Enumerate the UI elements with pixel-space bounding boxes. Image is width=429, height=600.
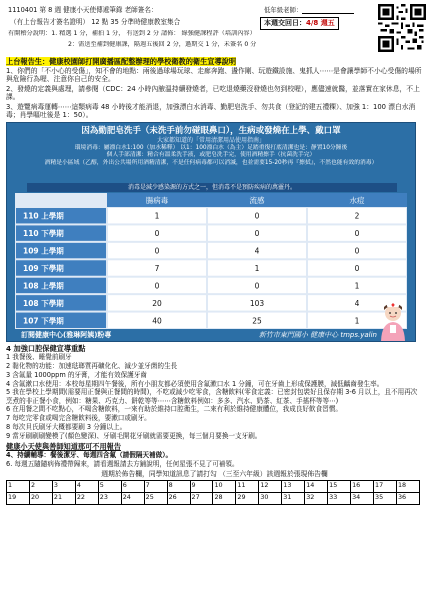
checklist-cell[interactable]: 19 [7,492,30,504]
deadline-label: 本週交回日： [264,19,306,27]
checklist-cell[interactable]: 26 [167,492,190,504]
oral-health-item: 1 我餐後、睡覺前刷牙 [6,353,72,362]
checklist-cell[interactable]: 3 [52,480,75,492]
checklist-cell[interactable]: 32 [305,492,328,504]
checklist-table [6,480,420,505]
checklist-cell[interactable]: 30 [259,492,282,504]
banner-row-2: 個人手部清潔：精合有溫柔洗手液，或肥皂洗手完，使用酒精擦手（抗菌洗手完） [106,152,316,159]
checklist-cell[interactable]: 17 [374,480,397,492]
worksheet-header [6,4,423,56]
oral-health-item: 8 每次貝氏刷牙大概都要刷 3 分鐘以上。 [6,422,127,431]
checklist-cell[interactable]: 13 [282,480,305,492]
report-item-3: 3、遊覽病毒運轉⋯⋯這類病毒 48 小時後才能消退，加強漂白水消毒、勤肥皂洗手、勿共食（登記的建五禮粿）、加強 1：100 漂白水消毒；肖學嘔吐後是 1：50）。 [6,102,416,120]
cell-value: 0 [354,229,360,239]
cell-value: 0 [154,281,160,291]
header-line-4: 2：需送至補到健康課，隔週五後回 2 分，過期交 1 分，未簽名 0 分 [68,41,257,48]
angel-section-title: 健康小天使與善師知道那可不用報告 [6,441,122,451]
report-title [6,57,423,66]
checklist-cell[interactable]: 27 [190,492,213,504]
row-label: 108 下學期 [23,298,64,308]
column-header: 水痘 [349,195,365,205]
oral-health-item: 7 每吃完零食或喝完含糖飲料後，要漱口或刷牙。 [6,414,151,423]
column-header: 腸病毒 [145,195,169,205]
cell-value: 7 [154,263,160,273]
cell-value: 1 [354,316,360,326]
teacher-signature-label: 低年級老師： [264,6,303,14]
checklist-cell[interactable]: 34 [351,492,374,504]
deadline-box [260,17,339,30]
checklist-cell[interactable]: 28 [213,492,236,504]
oral-health-item: 6 在用餐之間不吃點心，不喝含糖飲料，一來有助於維持口腔衛生，二來有利於維持健康體位，我成良好飲食習慣。 [6,405,342,414]
cell-value: 0 [354,263,360,273]
checklist-cell[interactable]: 10 [213,480,236,492]
banner-footer-left[interactable]: 訂閱健康中心(雅琳阿姨)粉專 [21,330,112,339]
disease-table-chart [15,193,407,329]
checklist-cell[interactable]: 2 [29,480,52,492]
row-label: 110 下學期 [23,229,64,239]
angel-item: 6. 每週五隨隨病佈禮帶歸來，請看週報請去方鋪說明，任何星張不見了可補領。 [6,459,239,468]
disease-table-svg [15,193,407,329]
header-line-1: 1110401 第 8 週 健康小天使傳遞筆錄 老師簽名： [8,6,158,14]
oral-health-item: 3 含氟量 1000ppm 的牙膏，才能有效保護牙齒 [6,370,147,379]
checklist-cell[interactable]: 29 [236,492,259,504]
cell-value: 0 [254,281,260,291]
checklist-cell[interactable]: 22 [75,492,98,504]
cell-value: 40 [152,316,162,326]
teacher-signature [264,6,354,14]
oral-health-section [6,344,423,440]
banner-footer [15,331,407,342]
row-label: 109 上學期 [23,246,64,256]
banner-rows [7,144,415,167]
row-label: 109 下學期 [23,263,64,273]
row-label: 107 下學期 [23,316,64,326]
checklist-cell[interactable]: 18 [396,480,419,492]
cell-value: 0 [154,246,160,256]
report-item-2: 2、發燒的定義與處理，請參閱（CDC：24 小時內腋溫持續發燒者，已吃退燒藥沒發燒也勿到校喔），應儘速就醫，並落實在家休息，不上課。 [6,84,420,102]
checklist-cell[interactable]: 15 [328,480,351,492]
checklist-cell[interactable]: 1 [7,480,30,492]
checklist-row [7,492,420,504]
header-line-2: （有上台報告才簽名證明） 12 點 35 分準時健康教室集合 [10,18,181,26]
oral-health-item: 9 當牙刷刷刷變模了(顏色變深)、牙刷毛開花牙刷就需要更換，每三個月要換一支牙刷。 [6,431,262,440]
checklist-cell[interactable]: 5 [98,480,121,492]
column-header: 流感 [249,195,265,205]
banner-heading: 因為勤肥皂洗手（未洗手前勿碰眼鼻口），生病或發燒在上學、戴口罩 [81,125,341,136]
row-label: 108 上學期 [23,281,64,291]
deadline-value: 4/8 週五 [306,19,335,27]
checklist-cell[interactable]: 36 [396,492,419,504]
oral-health-item: 2 黏化物的功能：加速琺瑯質再礦化化、減少並牙菌的生長 [6,362,178,371]
cell-value: 0 [254,229,260,239]
cell-value: 0 [254,211,260,221]
checklist-cell[interactable]: 11 [236,480,259,492]
checklist-cell[interactable]: 12 [259,480,282,492]
cell-value: 103 [249,298,265,308]
banner-subheading: 大家都知道的「常用清潔用品使用指南」 [156,136,265,144]
checklist-cell[interactable]: 14 [305,480,328,492]
checklist-cell[interactable]: 8 [167,480,190,492]
checklist-cell[interactable]: 21 [52,492,75,504]
cell-value: 20 [152,298,162,308]
checklist-title: 週期於佈告欄，同學知道訊息了請打勾 （三至六年級）該週報於張現佈告欄 [101,470,328,479]
checklist-row [7,480,420,492]
banner-row-3: 酒精是小區域（乙醇，外出公共場所用酒精清潔，不是任何病毒都可以消滅，也並需要15-20秒再『擦拭』，不然也能有效的消毒） [44,159,378,166]
oral-health-item: 5 我在學校上學期間(需要用正餐與正餐間的時間)，不吃或減少吃零食，含糖飲料(零食定義：已密封包裝好且保存期 3-6 月以上，且不用再次烹煮的非正餐小食，例如：糖果、巧克力、餅乾等等⋯⋯含糖飲料例如：多多、汽水、奶茶、紅茶、手搖杯等等⋯) [6,388,418,405]
report-title-text: 上台報告生：健康校園師打開廣播區配整辦理的學校衛教的衛生宣導說明 [6,57,237,66]
header-line-3: 有開稽分說明：1. 精選 1 分，補拍 1 分， 有送到 2 分 請佈： 綠強健課程評（培訓內容） [8,30,256,37]
banner-row-1: 環境消毒：屬漂白水1:100（加水稀釋） 以1：100漂白水（為主）足踏重復打底清潔也是：靜置10分鐘後 [74,145,348,152]
nurse-illustration-icon [373,301,413,342]
angel-item: 4、持續輔導：餐後潔牙、每週四含氟（請假隔天補做）。 [6,451,173,460]
checklist-cell[interactable]: 24 [121,492,144,504]
checklist-cell[interactable]: 9 [190,480,213,492]
cell-value: 1 [154,211,160,221]
checklist-cell[interactable]: 33 [328,492,351,504]
disinfection-banner [6,122,416,342]
angel-section [6,442,423,468]
banner-footer-right: 新竹市東門國小 健康中心 tmps.yalin [258,330,377,339]
checklist-cell[interactable]: 23 [98,492,121,504]
checklist-cell[interactable]: 16 [351,480,374,492]
cell-value: 1 [254,263,260,273]
checklist-cell[interactable]: 35 [374,492,397,504]
oral-health-item: 4 含氟漱口水使用：本校每星期四午餐後，所有小朋友都必須使用含氟漱口水 1 分鐘，可在牙齒上形成保護膜，減低齲齒發生率。 [6,379,384,388]
cell-value: 4 [254,246,260,256]
checklist-cell[interactable]: 7 [144,480,167,492]
checklist-cell[interactable]: 25 [144,492,167,504]
checklist-cell[interactable]: 20 [29,492,52,504]
row-label: 110 上學期 [23,211,64,221]
signature-blank [302,7,354,14]
cell-value: 2 [354,211,360,221]
report-item-1: 1、你們的「不小心的受傷」，知不會的地點：兩後過球場玩球、走廊奔跑、盪作剛、玩遊鐵設施、鬼抓人⋯⋯是會讓學師不小心受傷的場所與危險行為喔、注意你自己的安全。 [6,67,422,84]
qr-code-icon[interactable] [378,4,426,52]
oral-health-title: 4 加強口腔保健宣導重點 [6,343,86,353]
banner-note: 消毒是減少感染源的方式之一，但消毒不是預防疾病的萬靈丹。 [27,183,397,193]
cell-value: 0 [154,229,160,239]
cell-value: 0 [354,246,360,256]
checklist-cell[interactable]: 6 [121,480,144,492]
cell-value: 4 [354,298,360,308]
cell-value: 25 [252,316,262,326]
cell-value: 1 [354,281,360,291]
checklist-cell[interactable]: 4 [75,480,98,492]
checklist-cell[interactable]: 31 [282,492,305,504]
